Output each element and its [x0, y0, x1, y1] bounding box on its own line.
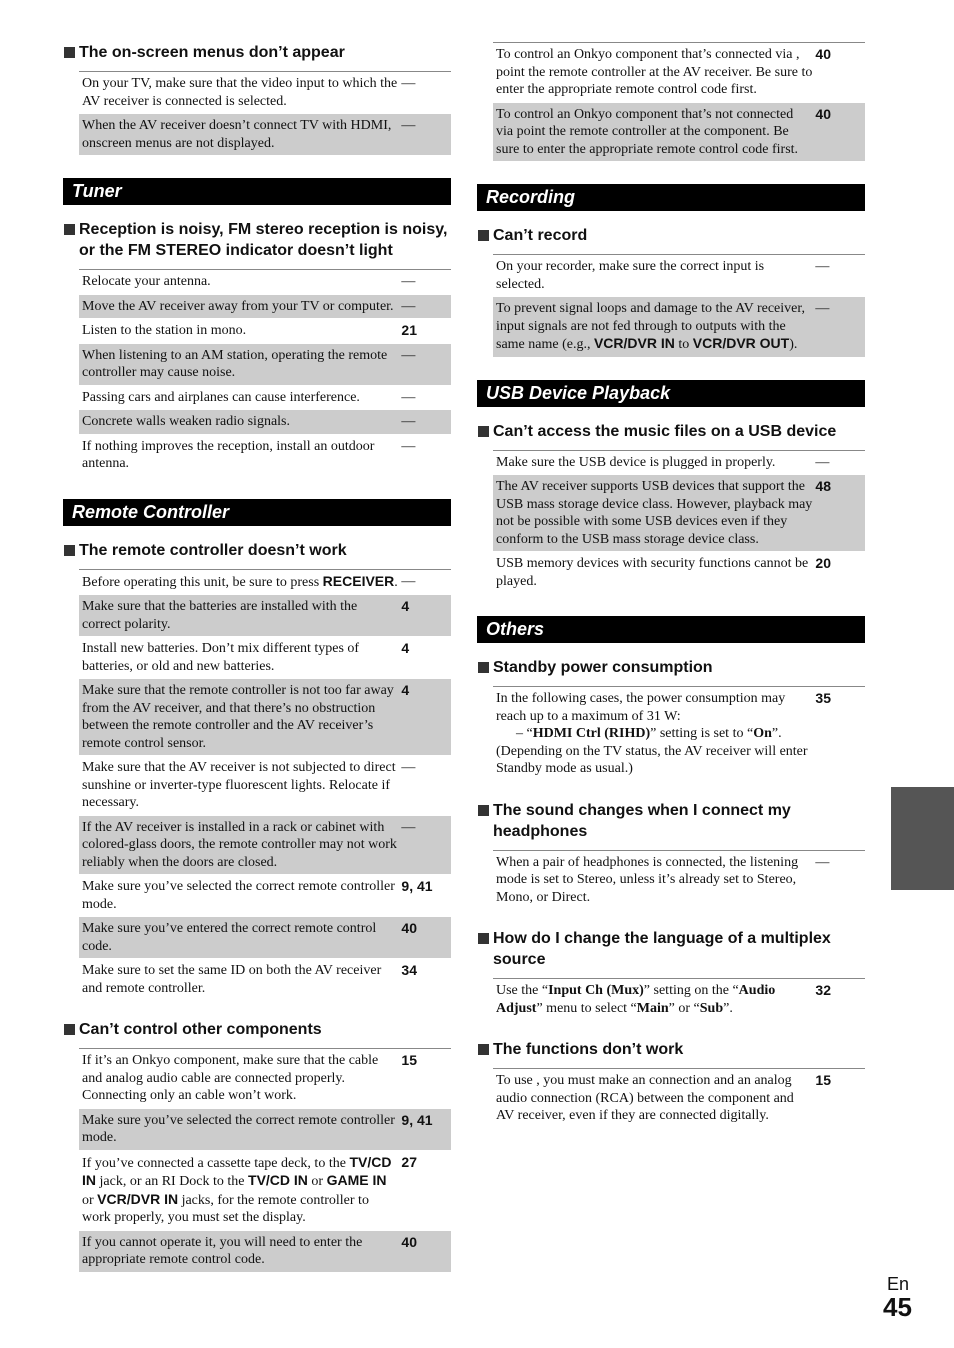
text-segment: jacks, for the remote controller to work properly, you must set the display. — [82, 1192, 369, 1225]
emphasized-text: Sub — [699, 1000, 724, 1016]
text-segment: Make sure you’ve selected the correct remote controller mode. — [82, 879, 395, 912]
page-reference: 21 — [401, 322, 417, 338]
emphasized-text: Audio Adjust — [496, 983, 776, 1016]
page-reference: — — [401, 118, 416, 133]
solution-text — [496, 1072, 813, 1125]
text-segment: ”. — [723, 1000, 733, 1016]
solution-text — [82, 322, 399, 340]
text-segment: or — [307, 1174, 327, 1189]
page-reference: — — [815, 259, 830, 274]
solution-table — [79, 71, 451, 156]
table-row — [79, 319, 451, 344]
text-segment: Make sure that the remote controller is not too far away from the AV receiver, and that there’s no obstruction between the remote controller and the AV receiver’s remote control sensor. — [82, 683, 394, 751]
table-row — [79, 816, 451, 876]
table-row — [79, 114, 451, 156]
table-row — [79, 1231, 451, 1273]
table-row — [79, 72, 451, 114]
page-reference: — — [401, 573, 416, 589]
text-segment: ” or “ — [668, 1000, 700, 1016]
text-segment: to — [674, 337, 693, 352]
page-reference: 9, 41 — [401, 878, 433, 894]
solution-table — [493, 254, 865, 358]
text-segment: On your recorder, make sure the correct input is selected. — [496, 259, 765, 292]
page-reference: 34 — [401, 962, 417, 978]
page-reference: — — [401, 819, 416, 835]
problem-heading: The on-screen menus don’t appear — [63, 42, 451, 63]
table-row — [79, 344, 451, 386]
solution-text — [82, 298, 399, 316]
page-reference: 40 — [401, 1233, 417, 1250]
solution-table — [493, 42, 865, 162]
left-column — [63, 36, 451, 1291]
text-segment: Install new batteries. Don’t mix different types of batteries, or old and new batteries. — [82, 641, 360, 674]
table-row — [79, 679, 451, 756]
solution-text — [496, 478, 813, 548]
solution-text — [496, 258, 813, 293]
emphasized-text: TV/CD IN — [82, 1153, 392, 1188]
solution-text — [82, 389, 399, 407]
solution-table — [493, 850, 865, 911]
solution-text — [82, 598, 399, 633]
text-segment: or — [82, 1192, 98, 1208]
text-segment: Make sure that the batteries are installed with the correct polarity. — [82, 599, 358, 632]
page-reference: 9, 41 — [401, 1111, 433, 1128]
page-reference: 4 — [401, 682, 410, 698]
text-segment: ” setting on the “ — [643, 983, 739, 998]
table-row — [493, 1069, 865, 1129]
page-reference: — — [815, 854, 830, 870]
table-row — [79, 1151, 451, 1231]
table-row — [493, 451, 865, 476]
solution-text — [82, 573, 399, 592]
solution-table — [493, 1068, 865, 1129]
page-number: 45 — [883, 1292, 912, 1322]
text-segment: USB memory devices with security functions cannot be played. — [496, 556, 809, 589]
problem-heading: The functions don’t work — [477, 1039, 865, 1060]
text-segment: Make sure to set the same ID on both the AV receiver and remote controller. — [82, 963, 382, 996]
right-column — [477, 42, 865, 1147]
table-row — [79, 756, 451, 816]
text-segment: In the following cases, the power consumption may reach up to a maximum of 31 W: — [496, 691, 786, 724]
page-reference: — — [401, 298, 416, 314]
table-row — [79, 410, 451, 435]
solution-text — [82, 117, 399, 152]
solution-text — [82, 640, 399, 675]
solution-text — [496, 982, 813, 1017]
emphasized-text: HDMI Ctrl (RIHD) — [532, 726, 651, 741]
text-segment: If you’ve connected a cassette tape deck, to the — [82, 1155, 350, 1171]
text-segment: ” setting is set to “ — [650, 726, 754, 741]
solution-table — [79, 569, 451, 1002]
solution-text — [82, 1052, 399, 1105]
page-reference: 40 — [815, 46, 831, 62]
table-row — [493, 475, 865, 552]
solution-text — [82, 413, 399, 431]
text-segment: Concrete walls weaken radio signals. — [82, 414, 290, 429]
text-segment: Make sure you’ve selected the correct remote controller mode. — [82, 1112, 395, 1145]
solution-text — [82, 347, 399, 382]
table-row — [79, 595, 451, 637]
section-tab-marker — [891, 787, 954, 890]
page-reference: 20 — [815, 555, 831, 571]
table-row — [493, 103, 865, 163]
page-reference: 4 — [401, 640, 410, 656]
solution-text — [82, 920, 399, 955]
page-reference: — — [401, 760, 416, 775]
page-reference: 48 — [815, 478, 831, 494]
text-segment: If nothing improves the reception, install an outdoor antenna. — [82, 438, 375, 471]
solution-table — [79, 269, 451, 477]
table-row — [493, 552, 865, 594]
solution-text — [82, 682, 399, 752]
emphasized-text: VCR/DVR OUT — [692, 335, 790, 351]
table-row — [79, 1049, 451, 1109]
text-segment: Make sure you’ve entered the correct remote control code. — [82, 921, 377, 954]
section-header-recording: Recording — [477, 184, 865, 211]
problem-heading: Can’t control other components — [63, 1019, 451, 1040]
text-segment: To control an Onkyo component that’s connected via , point the remote controller at the AV receiver. Be sure to enter the appropriate remote control code first. — [496, 47, 813, 97]
page-reference: — — [815, 301, 830, 316]
text-segment: Make sure that the AV receiver is not subjected to direct sunshine or inverter-type fluorescent lights. Relocate if necessary. — [82, 760, 396, 810]
page-reference: 27 — [401, 1153, 417, 1170]
text-segment: When listening to an AM station, operating the remote controller may cause noise. — [82, 347, 388, 380]
text-segment: When the AV receiver doesn’t connect TV with HDMI, onscreen menus are not displayed. — [82, 118, 392, 151]
page-reference: — — [401, 389, 416, 405]
solution-text — [496, 555, 813, 590]
page-reference: 32 — [815, 982, 831, 998]
table-row — [79, 295, 451, 320]
solution-table — [493, 450, 865, 595]
table-row — [493, 687, 865, 782]
emphasized-text: RECEIVER — [322, 572, 395, 589]
emphasized-text: Main — [636, 1000, 669, 1016]
problem-heading: Standby power consumption — [477, 657, 865, 678]
solution-table — [79, 1048, 451, 1273]
text-segment: ). — [789, 337, 798, 352]
text-segment: If you cannot operate it, you will need to enter the appropriate remote control code. — [82, 1234, 363, 1267]
text-segment: Use the “ — [496, 983, 549, 998]
text-segment: To use , you must make an connection and an analog audio connection (RCA) between the component and AV receiver, even if they are connected digitally. — [496, 1073, 794, 1123]
emphasized-text: Input Ch (Mux) — [548, 983, 644, 998]
solution-text — [82, 878, 399, 913]
solution-text — [82, 759, 399, 812]
solution-text — [82, 75, 399, 110]
page-reference: — — [401, 438, 416, 454]
solution-text — [82, 819, 399, 872]
text-segment: On your TV, make sure that the video input to which the AV receiver is connected is selected. — [82, 76, 398, 109]
table-row — [493, 43, 865, 103]
page-reference: 40 — [401, 920, 417, 936]
text-segment: Listen to the station in mono. — [82, 323, 247, 338]
problem-heading: The remote controller doesn’t work — [63, 540, 451, 561]
text-segment: ”. (Depending on the TV status, the AV receiver will enter Standby mode as usual.) — [496, 726, 808, 776]
problem-heading: Reception is noisy, FM stereo reception is noisy, or the FM STEREO indicator doesn’t light — [63, 219, 451, 261]
problem-heading: Can’t record — [477, 225, 865, 246]
page-reference: 15 — [401, 1052, 417, 1068]
text-segment: – “ — [516, 726, 533, 741]
page-reference: 40 — [815, 105, 831, 122]
page-reference: 4 — [401, 598, 410, 614]
section-header-remote-controller: Remote Controller — [63, 499, 451, 526]
solution-text — [82, 962, 399, 997]
solution-text — [82, 1154, 399, 1227]
page-reference: 15 — [815, 1072, 831, 1088]
text-segment: ” menu to select “ — [536, 1000, 637, 1016]
emphasized-text: TV/CD IN — [248, 1172, 308, 1188]
text-segment: Relocate your antenna. — [82, 274, 211, 289]
section-header-others: Others — [477, 616, 865, 643]
solution-text — [82, 1234, 399, 1269]
table-row — [493, 979, 865, 1021]
text-segment: To prevent signal loops and damage to the AV receiver, input signals are not fed through to outputs with the same name (e.g., — [496, 301, 805, 352]
solution-text — [82, 438, 399, 473]
solution-text — [496, 690, 813, 778]
solution-text — [496, 300, 813, 354]
solution-text — [496, 454, 813, 472]
text-segment: The AV receiver supports USB devices that support the USB mass storage device class. However, playback may not be possible with some USB devices even if they conform to the USB mass storage device class. — [496, 479, 813, 547]
page-reference: — — [815, 454, 830, 470]
table-row — [79, 1109, 451, 1151]
solution-text — [82, 273, 399, 291]
table-row — [79, 570, 451, 596]
solution-table — [493, 978, 865, 1021]
table-row — [79, 386, 451, 411]
language-label: En — [887, 1274, 910, 1294]
table-row — [493, 255, 865, 297]
text-segment: . — [394, 574, 398, 590]
problem-heading: Can’t access the music files on a USB device — [477, 421, 865, 442]
page-reference: — — [401, 274, 416, 289]
page-reference: 35 — [815, 690, 831, 706]
section-header-usb-device-playback: USB Device Playback — [477, 380, 865, 407]
text-segment: Move the AV receiver away from your TV or computer. — [82, 298, 394, 314]
text-segment: jack, or an RI Dock to the — [96, 1174, 249, 1189]
text-segment: Make sure the USB device is plugged in properly. — [496, 454, 776, 470]
table-row — [79, 959, 451, 1001]
table-row — [79, 435, 451, 477]
solution-text — [82, 1112, 399, 1147]
emphasized-text: GAME IN — [326, 1172, 387, 1188]
page-reference: — — [401, 347, 416, 363]
section-header-tuner: Tuner — [63, 178, 451, 205]
page-reference: — — [401, 414, 416, 429]
problem-heading: The sound changes when I connect my headphones — [477, 800, 865, 842]
solution-text — [496, 106, 813, 159]
table-row — [79, 637, 451, 679]
emphasized-text: VCR/DVR IN — [593, 335, 675, 351]
table-row — [79, 917, 451, 959]
solution-text — [496, 854, 813, 907]
text-segment: If the AV receiver is installed in a rack or cabinet with colored-glass doors, the remote controller may not work reliably when the doors are closed. — [82, 819, 397, 870]
table-row — [79, 270, 451, 295]
solution-text — [496, 46, 813, 99]
table-row — [493, 851, 865, 911]
text-segment: If it’s an Onkyo component, make sure that the cable and analog audio cable are connected properly. Connecting only an cable won’t work. — [82, 1053, 379, 1103]
table-row — [493, 297, 865, 358]
text-segment: Passing cars and airplanes can cause interference. — [82, 389, 360, 405]
page-reference: — — [401, 76, 416, 91]
emphasized-text: On — [753, 726, 772, 741]
solution-table — [493, 686, 865, 782]
text-segment: Before operating this unit, be sure to press — [82, 574, 323, 590]
table-row — [79, 875, 451, 917]
text-segment: When a pair of headphones is connected, the listening mode is set to Stereo, unless it’s already set to Stereo, Mono, or Direct. — [496, 854, 799, 905]
emphasized-text: VCR/DVR IN — [97, 1190, 179, 1207]
text-segment: To control an Onkyo component that’s not connected via point the remote controller at the component. Be sure to enter the appropriate remote control code first. — [496, 106, 799, 157]
problem-heading: How do I change the language of a multiplex source — [477, 928, 865, 970]
